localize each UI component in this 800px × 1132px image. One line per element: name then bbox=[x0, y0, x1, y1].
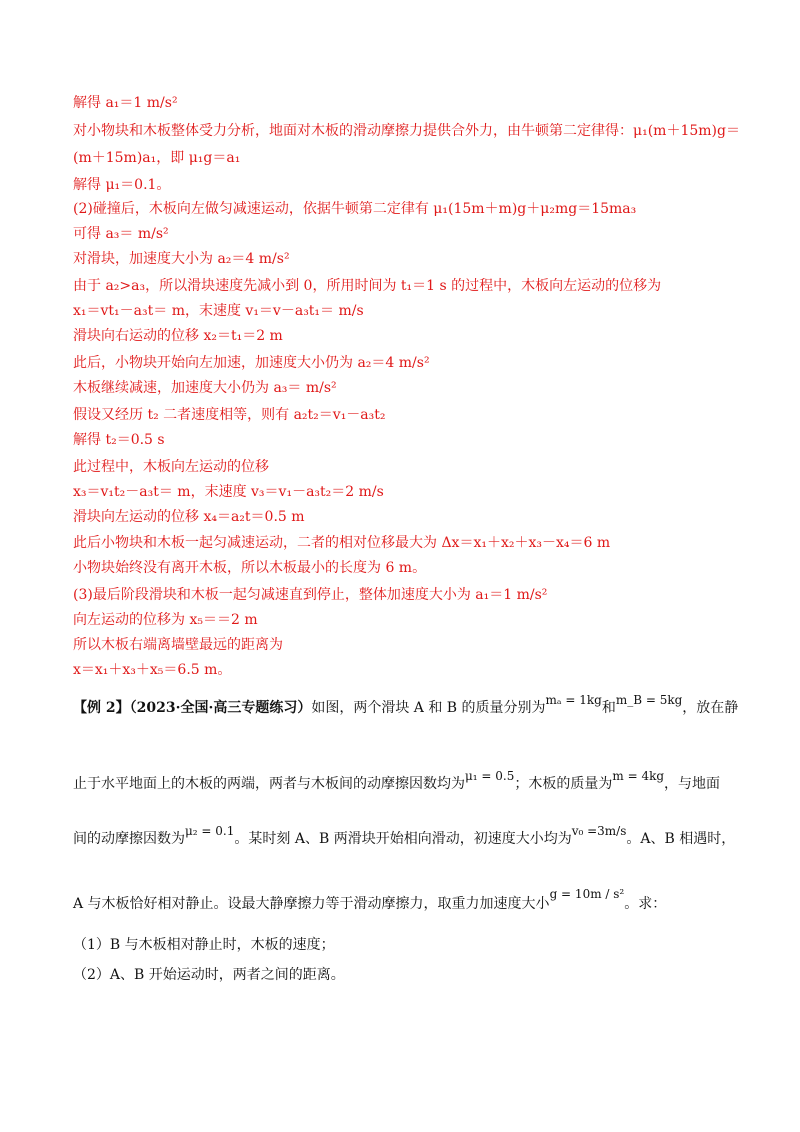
solution-line: 对滑块，加速度大小为 a₂＝4 m/s² bbox=[73, 251, 290, 267]
solution-line: 解得 μ₁＝0.1。 bbox=[73, 177, 171, 193]
example-line bbox=[73, 887, 667, 914]
formula-g: g = 10m / s² bbox=[549, 887, 625, 901]
formula-board-mass: m = 4kg bbox=[612, 769, 665, 783]
example-text: 和 bbox=[601, 700, 616, 716]
example-line bbox=[73, 693, 739, 718]
example-tag: 【例 2】 bbox=[73, 700, 130, 716]
solution-line: (3)最后阶段滑块和木板一起匀减速直到停止，整体加速度大小为 a₁＝1 m/s² bbox=[73, 587, 548, 603]
solution-line: 此过程中，木板向左运动的位移 bbox=[73, 459, 269, 475]
example-text: ，与地面 bbox=[664, 776, 721, 792]
solution-line: 解得 a₁＝1 m/s² bbox=[73, 95, 178, 111]
solution-line: 木板继续减速，加速度大小仍为 a₃＝ m/s² bbox=[73, 380, 337, 396]
solution-line: 小物块始终没有离开木板，所以木板最小的长度为 6 m。 bbox=[73, 560, 427, 576]
solution-line: 所以木板右端离墙壁最远的距离为 bbox=[73, 637, 283, 653]
example-text: 。求： bbox=[624, 896, 667, 912]
solution-line: x＝x₁＋x₃＋x₅＝6.5 m。 bbox=[73, 662, 232, 678]
example-text: 如图，两个滑块 A 和 B 的质量分别为 bbox=[311, 700, 546, 716]
solution-line: 此后，小物块开始向左加速，加速度大小仍为 a₂＝4 m/s² bbox=[73, 355, 430, 371]
example-text: 止于水平地面上的木板的两端，两者与木板间的动摩擦因数均为 bbox=[73, 776, 465, 792]
solution-line: 滑块向右运动的位移 x₂＝t₁＝2 m bbox=[73, 328, 283, 344]
example-source: （2023·全国·高三专题练习） bbox=[129, 700, 312, 716]
formula-mu2: μ₂ = 0.1 bbox=[185, 824, 235, 838]
solution-line: x₁＝vt₁－a₃t＝ m，末速度 v₁＝v－a₃t₁＝ m/s bbox=[73, 303, 364, 319]
example-line bbox=[73, 769, 721, 794]
formula-v0: v₀ =3m/s bbox=[571, 824, 627, 838]
solution-line: 向左运动的位移为 x₅＝＝2 m bbox=[73, 612, 258, 628]
example-text: 间的动摩擦因数为 bbox=[73, 831, 185, 847]
solution-line: (m＋15m)a₁，即 μ₁g＝a₁ bbox=[73, 150, 241, 166]
solution-line: 假设又经历 t₂ 二者速度相等，则有 a₂t₂＝v₁－a₃t₂ bbox=[73, 407, 386, 423]
example-text: 。A、B 相遇时， bbox=[626, 831, 736, 847]
question-1: （1）B 与木板相对静止时，木板的速度； bbox=[73, 937, 335, 953]
example-line bbox=[73, 824, 736, 849]
solution-line: (2)碰撞后，木板向左做匀减速运动，依据牛顿第二定律有 μ₁(15m＋m)g＋μ₂mg＝15ma₃ bbox=[73, 201, 637, 217]
formula-mass-b: m_B = 5kg bbox=[615, 693, 683, 707]
solution-line: x₃＝v₁t₂－a₃t＝ m，末速度 v₃＝v₁－a₃t₂＝2 m/s bbox=[73, 484, 384, 500]
example-text: 。某时刻 A、B 两滑块开始相向滑动，初速度大小均为 bbox=[234, 831, 572, 847]
question-2: （2）A、B 开始运动时，两者之间的距离。 bbox=[73, 967, 345, 983]
example-text: ；木板的质量为 bbox=[514, 776, 613, 792]
solution-line: 可得 a₃＝ m/s² bbox=[73, 226, 169, 242]
example-text: A 与木板恰好相对静止。设最大静摩擦力等于滑动摩擦力，取重力加速度大小 bbox=[73, 896, 550, 912]
example-text: ，放在静 bbox=[682, 700, 739, 716]
solution-line: 滑块向左运动的位移 x₄＝a₂t＝0.5 m bbox=[73, 509, 305, 525]
solution-line: 解得 t₂＝0.5 s bbox=[73, 432, 165, 448]
solution-line: 此后小物块和木板一起匀减速运动，二者的相对位移最大为 Δx＝x₁＋x₂＋x₃－x₄＝6 m bbox=[73, 535, 611, 551]
formula-mu1: μ₁ = 0.5 bbox=[465, 769, 515, 783]
solution-line: 由于 a₂>a₃，所以滑块速度先减小到 0，所用时间为 t₁＝1 s 的过程中，木板向左运动的位移为 bbox=[73, 278, 662, 294]
solution-line: 对小物块和木板整体受力分析，地面对木板的滑动摩擦力提供合外力，由牛顿第二定律得：μ₁(m＋15m)g＝ bbox=[73, 123, 740, 139]
formula-mass-a: mₐ = 1kg bbox=[545, 693, 602, 707]
